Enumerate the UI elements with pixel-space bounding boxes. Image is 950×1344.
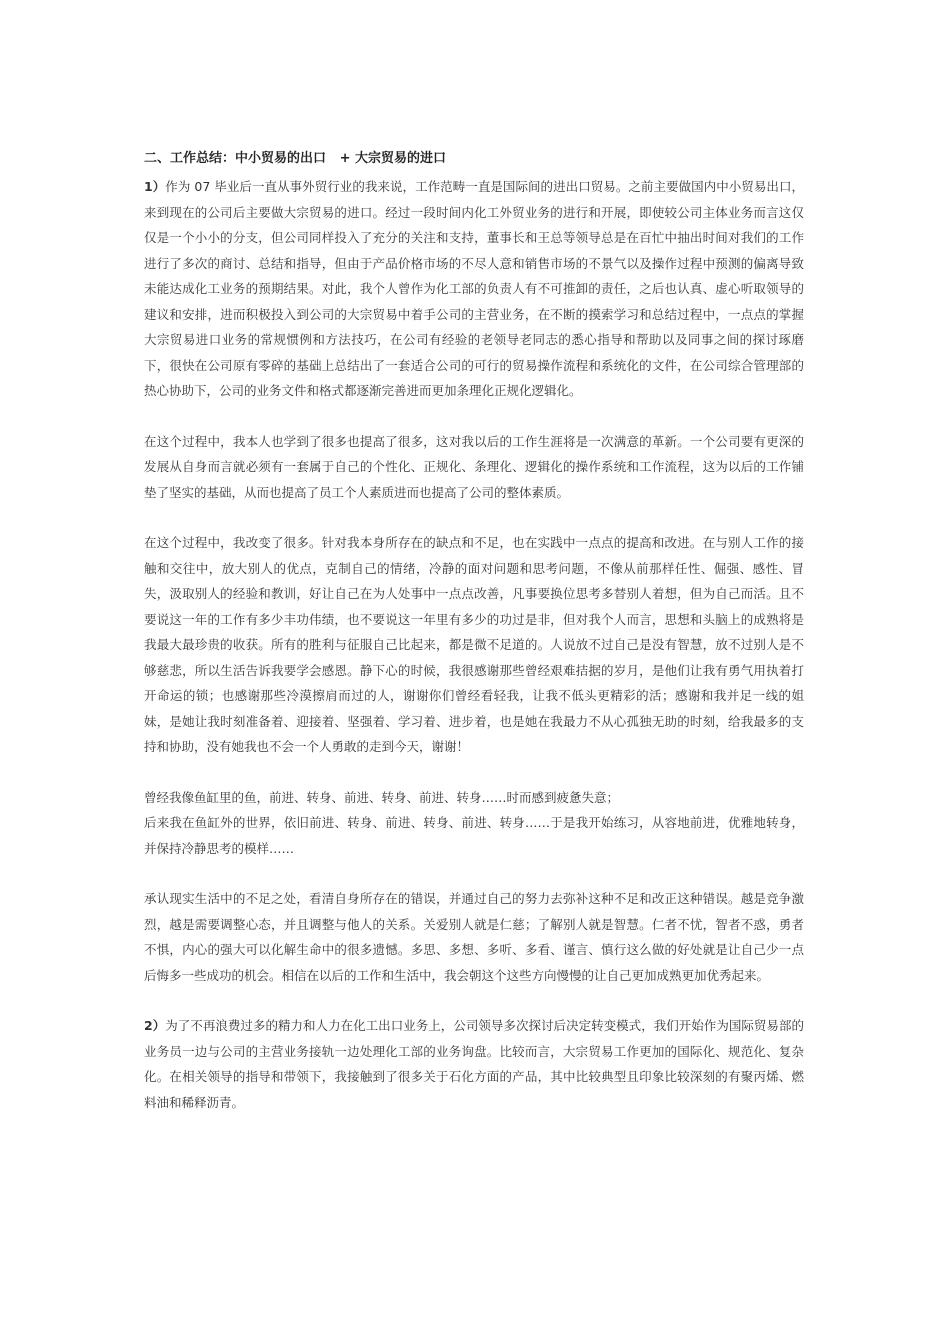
paragraph-6-number: 2） — [144, 1018, 166, 1033]
paragraph-4-line-1: 曾经我像鱼缸里的鱼，前进、转身、前进、转身、前进、转身……时而感到疲惫失意； — [144, 789, 620, 805]
paragraph-3: 在这个过程中，我改变了很多。针对我本身所存在的缺点和不足，也在实践中一点点的提高和改进。在与别人工作的接触和交往中，放大别人的优点，克制自己的情绪，冷静的面对问题和思考问题，不像从前那样任性、倔强、感性、冒失，汲取别人的经验和教训，好让自己在为人处事中一点点改善，凡事要换位思考多替别人着想，但为自己而活。且不要说这一年的工作有多少丰功伟绩，也不要说这一年里有多少的功过是非，但对我个人而言，思想和头脑上的成熟将是我最大最珍贵的收获。所有的胜利与征服自己比起来，都是微不足道的。人说放不过自己是没有智慧，放不过别人是不够慈悲，所以生活告诉我要学会感恩。静下心的时候，我很感谢那些曾经艰难拮据的岁月，是他们让我有勇气用执着打开命运的锁；也感谢那些冷漠擦肩而过的人，谢谢你们曾经看轻我，让我不低头更精彩的活；感谢和我并足一线的姐妹，是她让我时刻准备着、迎接着、坚强着、学习着、进步着，也是她在我最力不从心孤独无助的时刻，给我最多的支持和协助，没有她我也不会一个人勇敢的走到今天，谢谢！ — [144, 535, 804, 754]
section-heading: 二、工作总结：中小贸易的出口 + 大宗贸易的进口 — [144, 151, 446, 166]
paragraph-4-line-2: 后来我在鱼缸外的世界，依旧前进、转身、前进、转身、前进、转身……于是我开始练习，从容地前进，优雅地转身，并保持冷静思考的模样…… — [144, 815, 804, 856]
paragraph-5: 承认现实生活中的不足之处，看清自身所存在的错误，并通过自己的努力去弥补这种不足和改正这种错误。越是竞争激烈，越是需要调整心态，并且调整与他人的关系。关爱别人就是仁慈；了解别人就是智慧。仁者不忧，智者不惑，勇者不惧，内心的强大可以化解生命中的很多遗憾。多思、多想、多听、多看、谨言、慎行这么做的好处就是让自己少一点后悔多一些成功的机会。相信在以后的工作和生活中，我会朝这个这些方向慢慢的让自己更加成熟更加优秀起来。 — [144, 891, 804, 983]
paragraph-6 — [144, 1013, 804, 1115]
paragraph-4 — [144, 785, 804, 862]
paragraph-spacer — [144, 505, 804, 530]
paragraph-spacer — [144, 760, 804, 785]
paragraph-spacer — [144, 404, 804, 429]
paragraph-1-text: 作为 07 毕业后一直从事外贸行业的我来说，工作范畴一直是国际间的进出口贸易。之前主要做国内中小贸易出口，来到现在的公司后主要做大宗贸易的进口。经过一段时间内化工外贸业务的进行和开展，即使较公司主体业务而言这仅仅是一个小小的分支，但公司同样投入了充分的关注和支持，董事长和王总等领导总是在百忙中抽出时间对我们的工作进行了多次的商讨、总结和指导，但由于产品价格市场的不尽人意和销售市场的不景气以及操作过程中预测的偏离导致未能达成化工业务的预期结果。对此，我个人曾作为化工部的负责人有不可推卸的责任，之后也认真、虚心听取领导的建议和安排，进而积极投入到公司的大宗贸易中着手公司的主营业务，在不断的摸索学习和总结过程中，一点点的掌握大宗贸易进口业务的常规惯例和方法技巧，在公司有经验的老领导老同志的悉心指导和帮助以及同事之间的探讨琢磨下，很快在公司原有零碎的基础上总结出了一套适合公司的可行的贸易操作流程和系统化的文件，在公司综合管理部的热心协助下，公司的业务文件和格式都逐渐完善进而更加条理化正规化逻辑化。 — [144, 179, 804, 398]
paragraph-1 — [144, 174, 804, 404]
paragraph-6-text: 为了不再浪费过多的精力和人力在化工出口业务上，公司领导多次探讨后决定转变模式，我们开始作为国际贸易部的业务员一边与公司的主营业务接轨一边处理化工部的业务询盘。比较而言，大宗贸易工作更加的国际化、规范化、复杂化。在相关领导的指导和带领下，我接触到了很多关于石化方面的产品，其中比较典型且印象比较深刻的有聚丙烯、燃料油和稀释沥青。 — [144, 1018, 804, 1110]
paragraph-spacer — [144, 861, 804, 886]
paragraph-spacer — [144, 988, 804, 1013]
document-body — [144, 148, 804, 1115]
paragraph-2: 在这个过程中，我本人也学到了很多也提高了很多，这对我以后的工作生涯将是一次满意的革新。一个公司要有更深的发展从自身而言就必须有一套属于自己的个性化、正规化、条理化、逻辑化的操作系统和工作流程，这为以后的工作铺垫了坚实的基础，从而也提高了员工个人素质进而也提高了公司的整体素质。 — [144, 433, 804, 500]
paragraph-1-number: 1） — [144, 179, 166, 194]
